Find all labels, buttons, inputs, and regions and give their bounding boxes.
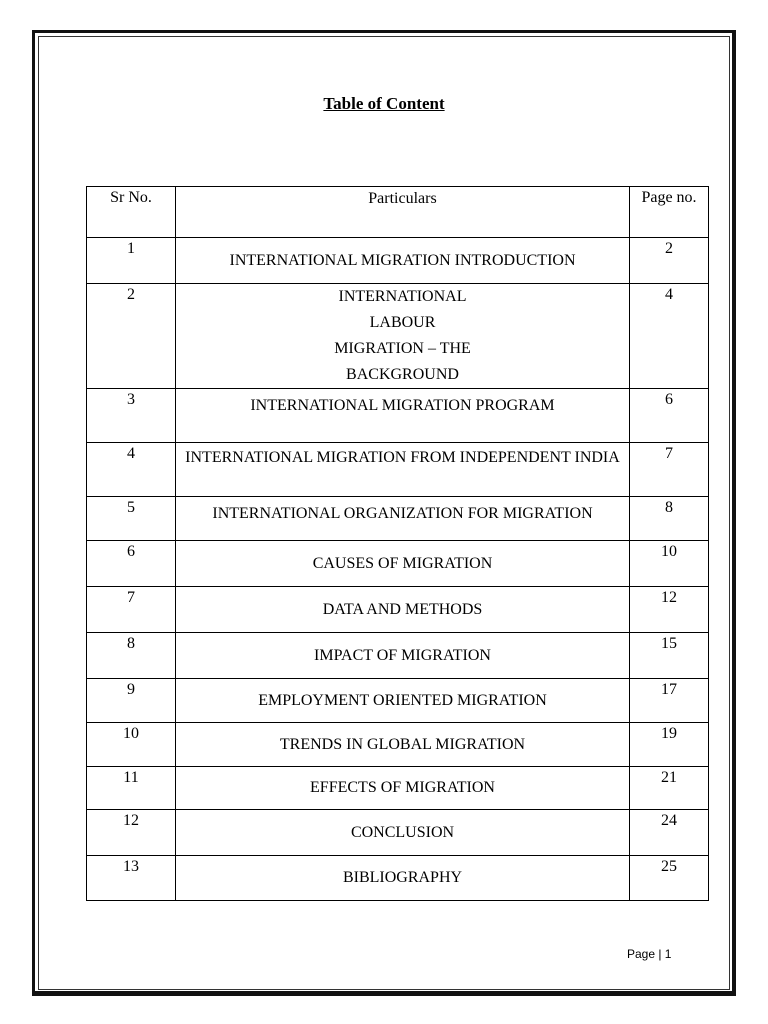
row-sr-no: 10 [87, 723, 176, 767]
table-row [87, 633, 709, 679]
row-page-no: 21 [630, 767, 709, 810]
row-particular: INTERNATIONAL MIGRATION FROM INDEPENDENT INDIA [176, 443, 630, 497]
table-row [87, 679, 709, 723]
row-particular: INTERNATIONAL MIGRATION PROGRAM [176, 389, 630, 443]
row-page-no: 4 [630, 284, 709, 389]
table-row [87, 497, 709, 541]
table-row [87, 284, 709, 389]
table-row [87, 443, 709, 497]
row-page-no: 24 [630, 810, 709, 856]
row-particular: TRENDS IN GLOBAL MIGRATION [176, 723, 630, 767]
row-page-no: 17 [630, 679, 709, 723]
header-page-no: Page no. [630, 187, 709, 238]
row-particular: INTERNATIONAL ORGANIZATION FOR MIGRATION [176, 497, 630, 541]
header-sr-no: Sr No. [87, 187, 176, 238]
row-sr-no: 13 [87, 856, 176, 901]
table-row [87, 238, 709, 284]
row-sr-no: 5 [87, 497, 176, 541]
row-sr-no: 12 [87, 810, 176, 856]
row-particular: EMPLOYMENT ORIENTED MIGRATION [176, 679, 630, 723]
row-page-no: 2 [630, 238, 709, 284]
row-particular: CAUSES OF MIGRATION [176, 541, 630, 587]
row-particular: IMPACT OF MIGRATION [176, 633, 630, 679]
table-row [87, 723, 709, 767]
row-sr-no: 8 [87, 633, 176, 679]
row-page-no: 10 [630, 541, 709, 587]
row-sr-no: 9 [87, 679, 176, 723]
row-sr-no: 11 [87, 767, 176, 810]
row-sr-no: 3 [87, 389, 176, 443]
row-particular: INTERNATIONAL LABOUR MIGRATION – THE BACKGROUND [176, 284, 630, 389]
row-sr-no: 7 [87, 587, 176, 633]
row-sr-no: 2 [87, 284, 176, 389]
row-sr-no: 1 [87, 238, 176, 284]
header-particulars: Particulars [176, 187, 630, 238]
row-particular: CONCLUSION [176, 810, 630, 856]
table-row [87, 389, 709, 443]
row-page-no: 19 [630, 723, 709, 767]
row-particular: INTERNATIONAL MIGRATION INTRODUCTION [176, 238, 630, 284]
row-page-no: 15 [630, 633, 709, 679]
table-row [87, 541, 709, 587]
table-row [87, 587, 709, 633]
table-row [87, 767, 709, 810]
row-page-no: 8 [630, 497, 709, 541]
page-number-label: Page | 1 [627, 947, 672, 961]
row-page-no: 25 [630, 856, 709, 901]
row-page-no: 6 [630, 389, 709, 443]
contents-table [86, 186, 709, 901]
document-title: Table of Content [323, 94, 445, 113]
row-sr-no: 6 [87, 541, 176, 587]
row-particular: BIBLIOGRAPHY [176, 856, 630, 901]
table-header-row [87, 187, 709, 238]
row-page-no: 7 [630, 443, 709, 497]
row-page-no: 12 [630, 587, 709, 633]
row-sr-no: 4 [87, 443, 176, 497]
row-particular: EFFECTS OF MIGRATION [176, 767, 630, 810]
table-row [87, 810, 709, 856]
row-particular: DATA AND METHODS [176, 587, 630, 633]
table-row [87, 856, 709, 901]
